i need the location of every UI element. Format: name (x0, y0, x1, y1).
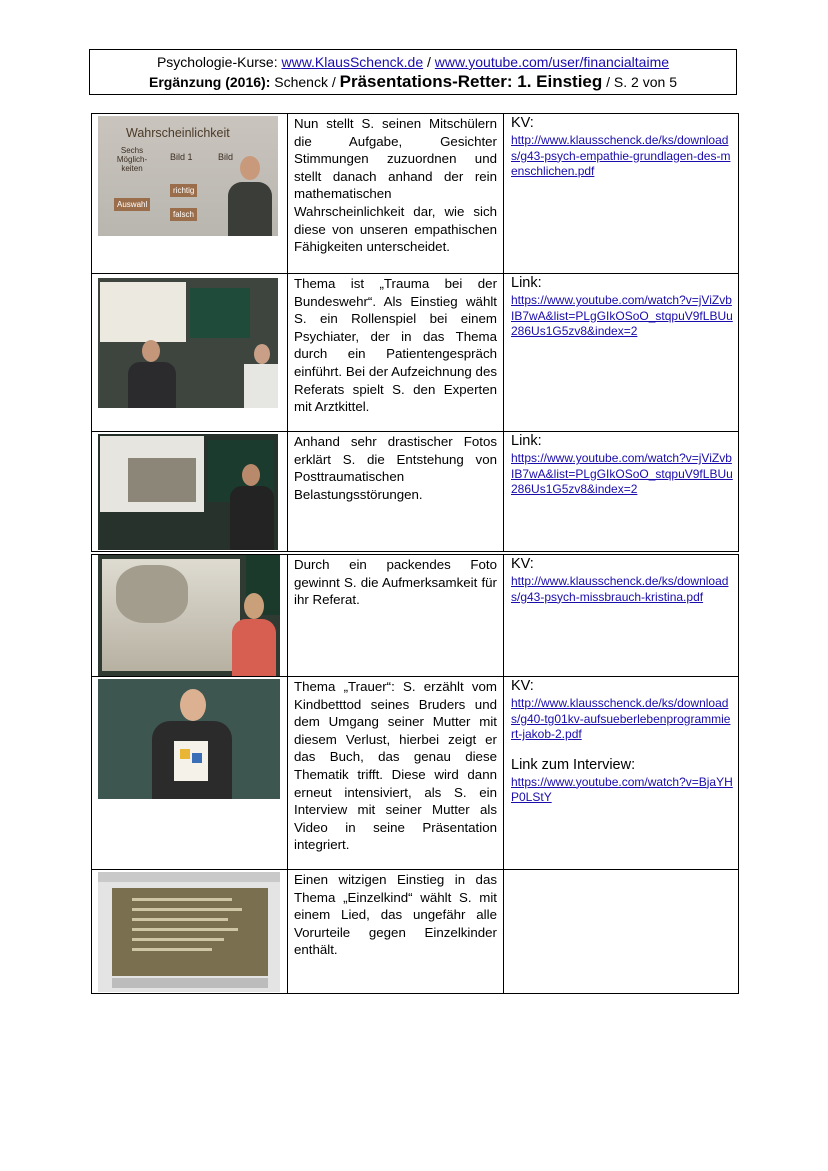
link-cell: Link: https://www.youtube.com/watch?v=jViZvbIB7wA&list=PLgGIkOSoO_stqpuV9fLBUu286Us1G5zv8&index=2 (503, 431, 739, 552)
link-cell: KV: http://www.klausschenck.de/ks/downloads/g43-psych-missbrauch-kristina.pdf (503, 554, 739, 677)
table-row (91, 431, 739, 552)
photo-cell (91, 431, 288, 552)
student-figure (244, 344, 278, 408)
description-cell: Nun stellt S. seinen Mitschülern die Aufgabe, Gesichter Stimmungen zuzuordnen und stellt danach anhand der rein mathematischen Wahrscheinlichkeit dar, wie sich diese von unseren empathischen Fähigkeiten unterscheidet. (287, 113, 504, 274)
website-link[interactable]: www.KlausSchenck.de (281, 54, 424, 70)
description-cell: Anhand sehr drastischer Fotos erklärt S. die Entstehung von Posttraumatischen Belastungsstörungen. (287, 431, 504, 552)
presentation-photo (98, 555, 280, 677)
song-screenshot (98, 872, 280, 992)
interview-link[interactable]: https://www.youtube.com/watch?v=BjaYHP0LStY (511, 774, 733, 804)
student-figure (128, 340, 176, 408)
header-line-2: Ergänzung (2016): Schenck / Präsentations-Retter: 1. Einstieg / S. 2 von 5 (149, 72, 677, 91)
youtube-channel-link[interactable]: www.youtube.com/user/financialtaime (434, 54, 670, 70)
slide-photo: Wahrscheinlichkeit Sechs Möglich-keiten Bild 1 Bild Auswahl richtig falsch (98, 116, 278, 236)
table-row (91, 869, 739, 994)
book-photo (98, 679, 280, 799)
youtube-link[interactable]: https://www.youtube.com/watch?v=jViZvbIB7wA&list=PLgGIkOSoO_stqpuV9fLBUu286Us1G5zv8&index=2 (511, 451, 733, 496)
book-image (174, 741, 208, 781)
youtube-link[interactable]: https://www.youtube.com/watch?v=jViZvbIB7wA&list=PLgGIkOSoO_stqpuV9fLBUu286Us1G5zv8&index=2 (511, 293, 733, 338)
student-figure (228, 156, 272, 236)
kv-link[interactable]: http://www.klausschenck.de/ks/downloads/g43-psych-empathie-grundlagen-des-menschlichen.pdf (511, 133, 731, 178)
link-cell: KV: http://www.klausschenck.de/ks/downloads/g40-tg01kv-aufsueberlebenprogrammiert-jakob-2.pdf Link zum Interview: https://www.youtube.com/watch?v=BjaYHP0LStY (503, 676, 739, 870)
table-row (91, 676, 739, 870)
link-cell: Link: https://www.youtube.com/watch?v=jViZvbIB7wA&list=PLgGIkOSoO_stqpuV9fLBUu286Us1G5zv8&index=2 (503, 273, 739, 432)
description-cell: Einen witzigen Einstieg in das Thema „Einzelkind“ wählt S. mit einem Lied, das ungefähr alle Vorurteile gegen Einzelkinder enthält. (287, 869, 504, 994)
page-header (89, 49, 737, 95)
header-line-1: Psychologie-Kurse: www.KlausSchenck.de / www.youtube.com/user/financialtaime (156, 54, 670, 70)
table-row (91, 273, 739, 432)
photo-cell (91, 113, 288, 274)
description-cell: Thema ist „Trauma bei der Bundeswehr“. Als Einstieg wählt S. ein Rollenspiel bei einem Psychiater, der in das Thema durch ein Patientengespräch einführt. Bei der Aufzeichnung des Referats spielt S. den Experten mit Arztkittel. (287, 273, 504, 432)
slide-photo (98, 434, 278, 550)
table-row (91, 554, 739, 677)
link-cell: KV: http://www.klausschenck.de/ks/downloads/g43-psych-empathie-grundlagen-des-menschlichen.pdf (503, 113, 739, 274)
photo-cell (91, 273, 288, 432)
roleplay-photo (98, 278, 278, 408)
student-figure (152, 689, 232, 799)
link-cell (503, 869, 739, 994)
photo-cell (91, 869, 288, 994)
photo-cell (91, 554, 288, 677)
document-title: Präsentations-Retter: 1. Einstieg (339, 72, 603, 91)
kv-link[interactable]: http://www.klausschenck.de/ks/downloads/g43-psych-missbrauch-kristina.pdf (511, 574, 729, 604)
student-figure (230, 464, 274, 550)
student-figure (232, 593, 276, 677)
kv-link[interactable]: http://www.klausschenck.de/ks/downloads/g40-tg01kv-aufsueberlebenprogrammiert-jakob-2.pdf (511, 696, 731, 741)
photo-cell (91, 676, 288, 870)
table-row (91, 113, 739, 274)
description-cell: Durch ein packendes Foto gewinnt S. die Aufmerksamkeit für ihr Referat. (287, 554, 504, 677)
description-cell: Thema „Trauer“: S. erzählt vom Kindbetttod seines Bruders und dem Umgang seiner Mutter mit diesem Verlust, hierbei zeigt er das Buch, das genau diese Thematik trifft. Diese wird dann erneut intensiviert, als S. ein Interview mit seiner Mutter als Video in seine Präsentation integriert. (287, 676, 504, 870)
